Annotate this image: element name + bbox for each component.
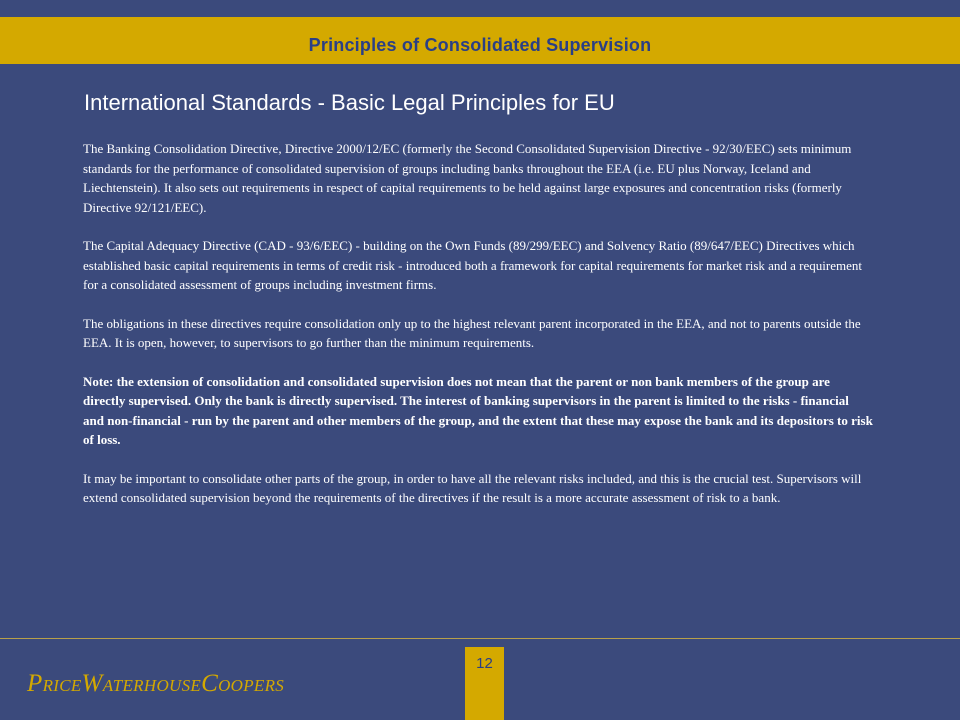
paragraph-capital-adequacy-directive: The Capital Adequacy Directive (CAD - 93/6/EEC) - building on the Own Funds (89/299/EEC) and Solvency Ratio (89/647/EEC) Directives which established basic capital requirements in terms of credit risk - introduced both a framework for capital requirements for market risk and a requirement for a consolidated assessment of groups including investment firms. <box>83 238 862 292</box>
footer-divider <box>0 638 960 639</box>
slide-body <box>83 139 873 527</box>
paragraph-obligations: The obligations in these directives require consolidation only up to the highest relevant parent incorporated in the EEA, and not to parents outside the EEA. It is open, however, to supervisors to go further than the minimum requirements. <box>83 315 861 350</box>
paragraph-crucial-test: It may be important to consolidate other parts of the group, in order to have all the relevant risks included, and this is the crucial test. Supervisors will extend consolidated supervision beyond the requirements of the directives if the result is a more accurate assessment of risk to a bank. <box>83 470 862 505</box>
slide-heading: International Standards - Basic Legal Principles for EU <box>84 90 615 115</box>
paragraph-note: Note: the extension of consolidation and consolidated supervision does not mean that the parent or non bank members of the group are directly supervised. Only the bank is directly supervised. The interest of banking supervisors in the parent is limited to the risks - financial and non-financial - run by the parent and other members of the group, and the extent that these may expose the bank and its depositors to risk of loss. <box>83 373 873 447</box>
paragraph-banking-consolidation-directive: The Banking Consolidation Directive, Directive 2000/12/EC (formerly the Second Consolidated Supervision Directive - 92/30/EEC) sets minimum standards for the performance of consolidated supervision of groups including banks throughout the EEA (i.e. EU plus Norway, Iceland and Liechtenstein). It also sets out requirements in respect of capital requirements to be held against large exposures and concentration risks (formerly Directive 92/121/EEC). <box>83 141 852 215</box>
page-title: Principles of Consolidated Supervision <box>308 35 652 55</box>
top-strip <box>0 0 960 17</box>
page-number: 12 <box>476 655 493 672</box>
pricewaterhousecoopers-logo: PRICEWATERHOUSECOOPERS <box>27 670 285 697</box>
